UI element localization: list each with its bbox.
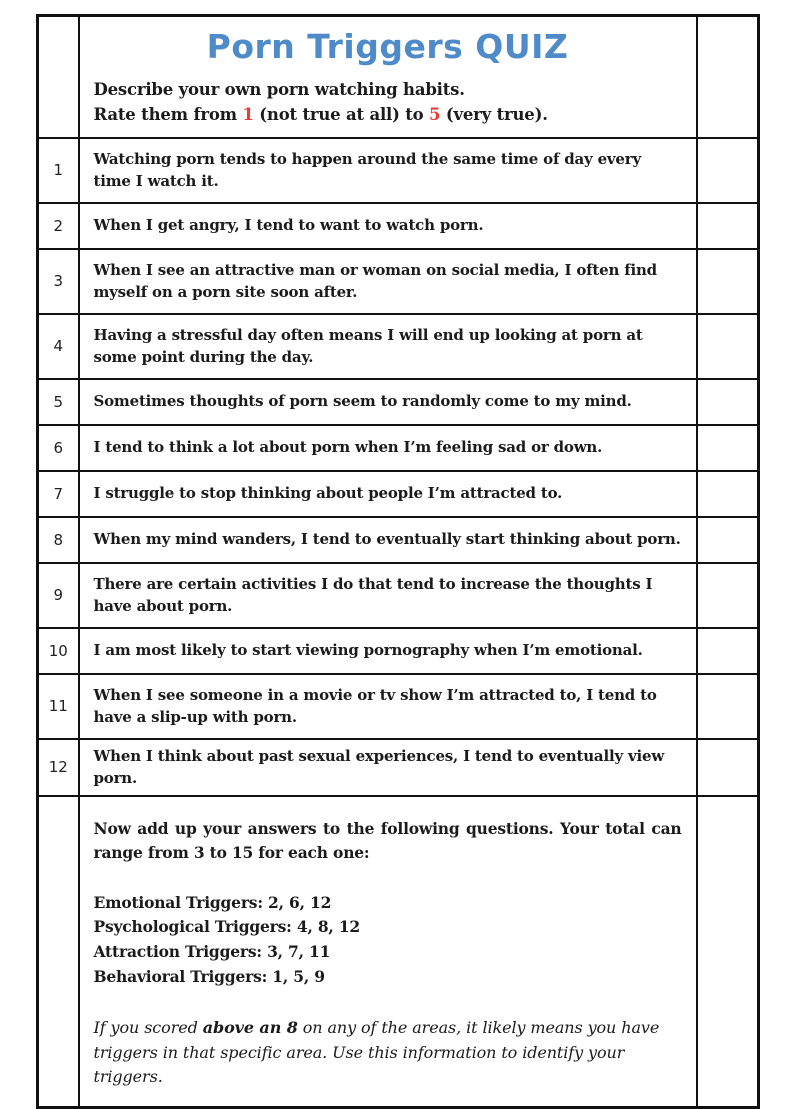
- question-row: [38, 425, 759, 471]
- question-text-cell: When I see an attractive man or woman on social media, I often find myself on a porn site soon after.: [79, 249, 697, 314]
- answer-cell[interactable]: [697, 739, 759, 796]
- scoring-row: [38, 796, 759, 1108]
- question-number-cell: 12: [38, 739, 79, 796]
- question-row: [38, 563, 759, 628]
- question-number-cell: 6: [38, 425, 79, 471]
- scoring-note-post: on any of the areas, it likely means you have triggers in that specific area. Use this information to identify your triggers.: [93, 1017, 660, 1087]
- question-number-cell: 5: [38, 379, 79, 425]
- question-row: [38, 379, 759, 425]
- question-number-cell: 4: [38, 314, 79, 379]
- quiz-header-cell: [79, 16, 697, 138]
- question-text-cell: When I get angry, I tend to want to watch porn.: [79, 203, 697, 249]
- question-text-cell: When I think about past sexual experiences, I tend to eventually view porn.: [79, 739, 697, 796]
- answer-cell[interactable]: [697, 379, 759, 425]
- question-text-cell: When I see someone in a movie or tv show I’m attracted to, I tend to have a slip-up with porn.: [79, 674, 697, 739]
- page-title: Porn Triggers QUIZ: [206, 27, 569, 66]
- question-text-cell: I struggle to stop thinking about people I’m attracted to.: [79, 471, 697, 517]
- question-number-cell: 8: [38, 517, 79, 563]
- scoring-category-emotional: Emotional Triggers: 2, 6, 12: [93, 892, 332, 912]
- answer-cell[interactable]: [697, 138, 759, 203]
- instruction-line2-mid: (not true at all) to: [253, 104, 430, 124]
- question-number-cell: 7: [38, 471, 79, 517]
- question-text-cell: I tend to think a lot about porn when I’m feeling sad or down.: [79, 425, 697, 471]
- header-row: [38, 16, 759, 138]
- question-text-cell: There are certain activities I do that tend to increase the thoughts I have about porn.: [79, 563, 697, 628]
- question-text-cell: Watching porn tends to happen around the same time of day every time I watch it.: [79, 138, 697, 203]
- quiz-table: [36, 14, 760, 1109]
- answer-cell[interactable]: [697, 314, 759, 379]
- question-number-cell: 3: [38, 249, 79, 314]
- question-text-cell: When my mind wanders, I tend to eventually start thinking about porn.: [79, 517, 697, 563]
- question-number-cell: 1: [38, 138, 79, 203]
- question-row: [38, 674, 759, 739]
- question-number-cell: 9: [38, 563, 79, 628]
- instruction-line1: Describe your own porn watching habits.: [93, 80, 465, 99]
- scoring-note-threshold: above an 8: [202, 1017, 298, 1037]
- scoring-cell: [79, 796, 697, 1108]
- question-number-cell: 11: [38, 674, 79, 739]
- question-row: [38, 517, 759, 563]
- question-row: [38, 138, 759, 203]
- answer-cell[interactable]: [697, 563, 759, 628]
- rating-high-value: 5: [429, 104, 441, 124]
- question-text-cell: I am most likely to start viewing pornography when I’m emotional.: [79, 628, 697, 674]
- scoring-category-psychological: Psychological Triggers: 4, 8, 12: [93, 917, 360, 937]
- header-answer-spacer-cell: [697, 16, 759, 138]
- question-row: [38, 203, 759, 249]
- answer-cell[interactable]: [697, 628, 759, 674]
- question-number-cell: 2: [38, 203, 79, 249]
- rating-low-value: 1: [242, 104, 254, 124]
- answer-cell[interactable]: [697, 249, 759, 314]
- scoring-category-behavioral: Behavioral Triggers: 1, 5, 9: [93, 966, 325, 986]
- question-row: [38, 314, 759, 379]
- instruction-line2-pre: Rate them from: [93, 104, 243, 124]
- question-text-cell: Having a stressful day often means I will end up looking at porn at some point during the day.: [79, 314, 697, 379]
- scoring-note-pre: If you scored: [93, 1017, 203, 1037]
- scoring-note: [94, 1016, 682, 1090]
- scoring-category-attraction: Attraction Triggers: 3, 7, 11: [93, 942, 331, 962]
- question-row: [38, 249, 759, 314]
- scoring-intro: Now add up your answers to the following questions. Your total can range from 3 to 15 for each one:: [93, 818, 682, 862]
- answer-cell[interactable]: [697, 471, 759, 517]
- question-text-cell: Sometimes thoughts of porn seem to randomly come to my mind.: [79, 379, 697, 425]
- instruction-line2-post: (very true).: [440, 104, 548, 124]
- header-spacer-cell: [38, 16, 79, 138]
- question-row: [38, 628, 759, 674]
- answer-cell[interactable]: [697, 203, 759, 249]
- answer-cell[interactable]: [697, 517, 759, 563]
- answer-cell[interactable]: [697, 674, 759, 739]
- question-number-cell: 10: [38, 628, 79, 674]
- quiz-instructions: [94, 78, 682, 128]
- question-row: [38, 471, 759, 517]
- question-row: [38, 739, 759, 796]
- scoring-answer-spacer-cell: [697, 796, 759, 1108]
- answer-cell[interactable]: [697, 425, 759, 471]
- scoring-spacer-cell: [38, 796, 79, 1108]
